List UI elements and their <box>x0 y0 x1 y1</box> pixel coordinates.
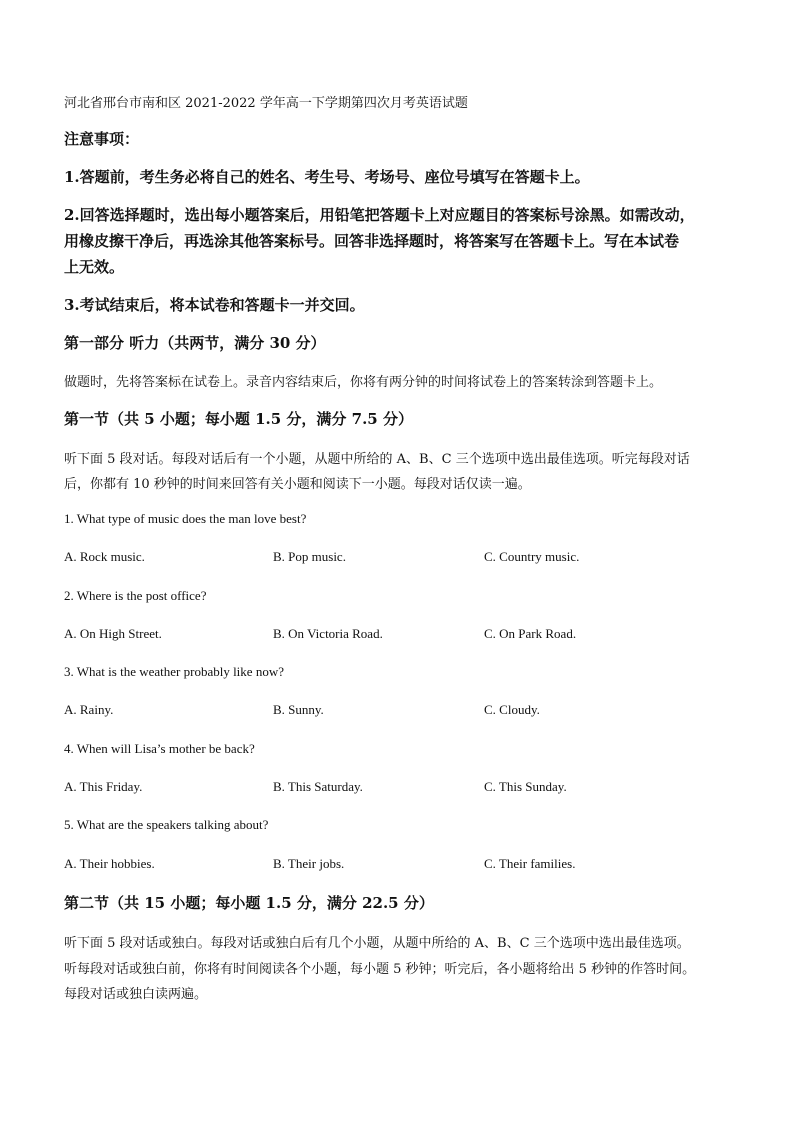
option-a: A. Rock music. <box>64 549 145 564</box>
question-stem: 2. Where is the post office? <box>64 588 207 603</box>
option-c: C. Their families. <box>484 856 576 871</box>
option-a: A. Rainy. <box>64 702 114 717</box>
option-c: C. On Park Road. <box>484 626 577 641</box>
note-item-2-line-2: 用橡皮擦干净后，再选涂其他答案标号。回答非选择题时，将答案写在答题卡上。写在本试卷 <box>64 232 680 250</box>
section2-heading: 第二节（共 15 小题；每小题 1.5 分，满分 22.5 分） <box>64 894 434 912</box>
question-stem: 5. What are the speakers talking about? <box>64 817 269 832</box>
section2-instruction-line-2: 听每段对话或独白前，你将有时间阅读各个小题，每小题 5 秒钟；听完后，各小题将给出 5 秒钟的作答时间。 <box>64 962 696 977</box>
section2-instruction-line-3: 每段对话或独白读两遍。 <box>64 987 208 1002</box>
option-c: C. Cloudy. <box>484 702 540 717</box>
option-b: B. This Saturday. <box>273 779 363 794</box>
part1-instruction: 做题时，先将答案标在试卷上。录音内容结束后，你将有两分钟的时间将试卷上的答案转涂到答题卡上。 <box>64 375 663 390</box>
option-b: B. On Victoria Road. <box>273 626 383 641</box>
notes-heading: 注意事项： <box>64 130 140 148</box>
section1-heading: 第一节（共 5 小题；每小题 1.5 分，满分 7.5 分） <box>64 410 413 428</box>
option-c: C. This Sunday. <box>484 779 567 794</box>
part1-heading: 第一部分 听力（共两节，满分 30 分） <box>64 334 326 352</box>
option-b: B. Sunny. <box>273 702 324 717</box>
note-item-3: 3.考试结束后，将本试卷和答题卡一并交回。 <box>64 296 365 314</box>
note-item-2-line-3: 上无效。 <box>64 258 125 276</box>
option-a: A. Their hobbies. <box>64 856 155 871</box>
note-item-2-line-1: 2.回答选择题时，选出每小题答案后，用铅笔把答题卡上对应题目的答案标号涂黑。如需改动， <box>64 206 695 224</box>
option-b: B. Pop music. <box>273 549 346 564</box>
option-c: C. Country music. <box>484 549 580 564</box>
section1-instruction-line-1: 听下面 5 段对话。每段对话后有一个小题，从题中所给的 A、B、C 三个选项中选出最佳选项。听完每段对话 <box>64 452 690 467</box>
section1-instruction-line-2: 后，你都有 10 秒钟的时间来回答有关小题和阅读下一小题。每段对话仅读一遍。 <box>64 477 531 492</box>
question-stem: 1. What type of music does the man love best? <box>64 511 307 526</box>
note-item-1: 1.答题前，考生务必将自己的姓名、考生号、考场号、座位号填写在答题卡上。 <box>64 168 590 186</box>
question-stem: 3. What is the weather probably like now? <box>64 664 284 679</box>
question-stem: 4. When will Lisa’s mother be back? <box>64 741 255 756</box>
option-b: B. Their jobs. <box>273 856 345 871</box>
option-a: A. On High Street. <box>64 626 162 641</box>
exam-title: 河北省邢台市南和区 2021-2022 学年高一下学期第四次月考英语试题 <box>64 96 468 111</box>
section2-instruction-line-1: 听下面 5 段对话或独白。每段对话或独白后有几个小题，从题中所给的 A、B、C 三个选项中选出最佳选项。 <box>64 936 690 951</box>
option-a: A. This Friday. <box>64 779 143 794</box>
